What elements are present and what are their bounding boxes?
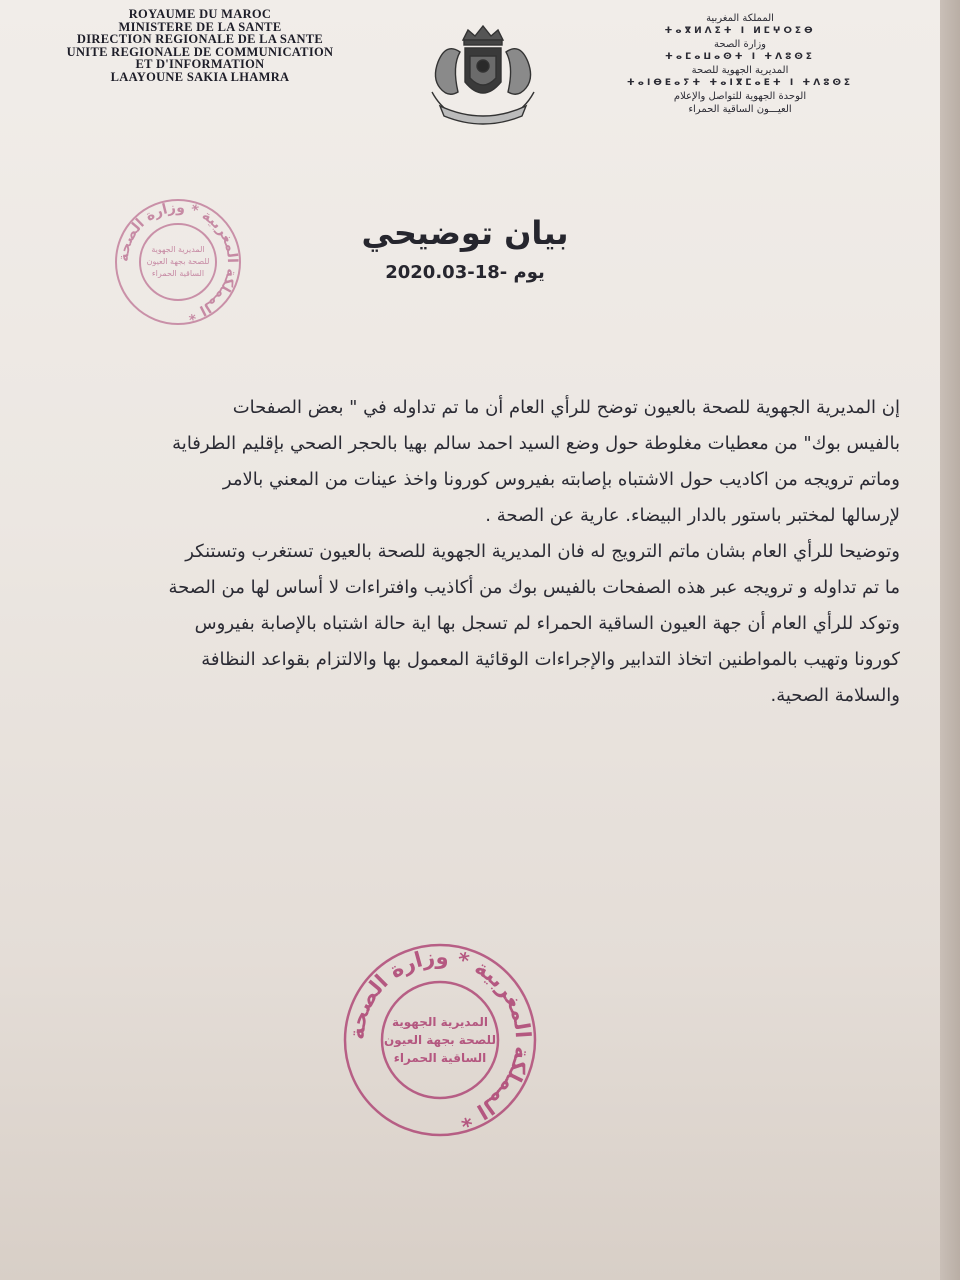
stamp-inner-line: المديرية الجهوية xyxy=(391,1015,489,1029)
body-line: إن المديرية الجهوية للصحة بالعيون توضح للرأي العام أن ما تم تداوله في " بعض الصفحات xyxy=(232,397,900,418)
body-line: بالفيس بوك" من معطيات مغلوطة حول وضع السيد احمد سالم بهيا بالحجر الصحي بإقليم الطرفاية xyxy=(172,433,900,454)
header-fr-line: DIRECTION REGIONALE DE LA SANTE xyxy=(76,32,324,46)
official-stamp-bottom xyxy=(340,940,540,1140)
header-ar-line: العيـــون الساقية الحمراء xyxy=(688,104,792,115)
header-ar-line: وزارة الصحة xyxy=(714,39,766,50)
body-line: كورونا وتهيب بالمواطنين اتخاذ التدابير والإجراءات الوقائية المعمول بها والالتزام بقواعد النظافة xyxy=(201,649,900,670)
official-stamp-top xyxy=(112,196,244,328)
body-line: والسلامة الصحية. xyxy=(770,685,900,706)
stamp-outer-text: المملكة المغربية * وزارة الصحة * xyxy=(115,199,241,323)
coat-of-arms-emblem xyxy=(418,22,548,132)
header-arabic xyxy=(600,12,880,116)
header-tifinagh-line: ⵜⴰⵏⴱⴹⴰⵢⵜ ⵜⴰⵏⴳⵎⴰⴹⵜ ⵏ ⵜⴷⵓⵙⵉ xyxy=(626,78,854,88)
header-fr-line: MINISTERE DE LA SANTE xyxy=(118,19,282,34)
header-fr-line: LAAYOUNE SAKIA LHAMRA xyxy=(110,69,290,84)
page-edge xyxy=(940,0,960,1280)
header-tifinagh-line: ⵜⴰⴳⵍⴷⵉⵜ ⵏ ⵍⵎⵖⵔⵉⴱ xyxy=(664,26,816,36)
body-line: وتوضيحا للرأي العام بشان ماتم الترويج له فان المديرية الجهوية للصحة بالعيون تستغرب وتستنكر xyxy=(185,541,900,562)
body-line: لإرسالها لمختبر باستور بالدار البيضاء. عارية عن الصحة . xyxy=(485,505,900,526)
stamp-inner-line: المديرية الجهوية xyxy=(151,245,205,254)
header-ar-line: المملكة المغربية xyxy=(706,13,774,24)
header-fr-line: ROYAUME DU MAROC xyxy=(128,7,272,21)
header-ar-line: الوحدة الجهوية للتواصل والإعلام xyxy=(673,91,807,102)
document-title: بيان توضيحي xyxy=(361,214,569,252)
stamp-inner-line: الساقية الحمراء xyxy=(393,1051,487,1065)
document-date: يوم -18-2020.03 xyxy=(385,262,545,283)
header-french xyxy=(40,8,360,83)
stamp-inner-line: للصحة بجهة العيون xyxy=(384,1033,496,1047)
body-line: ما تم تداوله و ترويجه عبر هذه الصفحات بالفيس بوك من أكاذيب وافتراءات لا أساس لها من الصحة xyxy=(168,577,900,598)
stamp-outer-text: المملكة المغربية * وزارة الصحة * xyxy=(344,944,536,1133)
stamp-inner-line: للصحة بجهة العيون xyxy=(146,257,210,266)
body-line: وماتم ترويجه من اكاديب حول الاشتباه بإصابته بفيروس كورونا واخذ عينات من المعني بالامر xyxy=(222,469,900,490)
stamp-inner-line: الساقية الحمراء xyxy=(151,269,205,278)
body-line: وتوكد للرأي العام أن جهة العيون الساقية الحمراء لم تسجل بها اية حالة اشتباه بالإصابة بفيروس xyxy=(194,613,900,634)
header-tifinagh-line: ⵜⴰⵎⴰⵡⴰⵙⵜ ⵏ ⵜⴷⵓⵙⵉ xyxy=(665,52,815,62)
document-body xyxy=(70,390,900,714)
header-ar-line: المديرية الجهوية للصحة xyxy=(691,65,789,76)
header-fr-line: ET D'INFORMATION xyxy=(135,57,265,71)
header-fr-line: UNITE REGIONALE DE COMMUNICATION xyxy=(66,44,334,59)
